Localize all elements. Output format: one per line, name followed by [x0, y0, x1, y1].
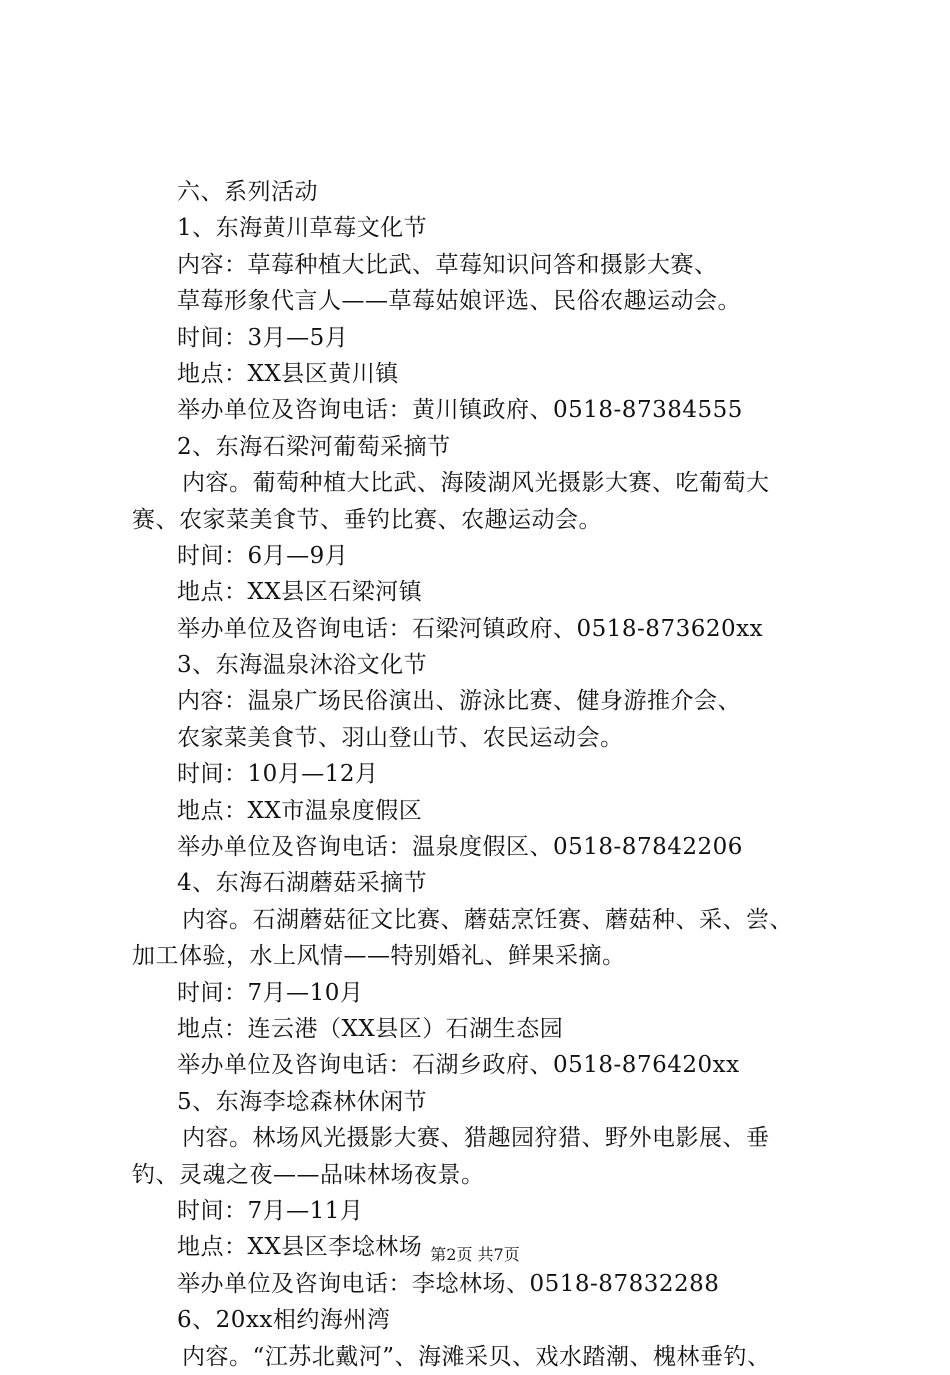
document-body	[132, 174, 852, 1375]
text-line: 4、东海石湖蘑菇采摘节	[177, 870, 428, 897]
text-line: 加工体验，水上风情——特别婚礼、鲜果采摘。	[132, 943, 626, 970]
text-line: 钓、灵魂之夜——品味林场夜景。	[132, 1161, 485, 1188]
text-line: 六、系列活动	[177, 179, 318, 205]
text-line: 内容：草莓种植大比武、草莓知识问答和摄影大赛、	[177, 251, 718, 278]
text-line: 举办单位及咨询电话：李埝林场、0518-87832288	[177, 1270, 720, 1297]
text-line: 地点：XX县区石梁河镇	[177, 579, 423, 606]
text-line: 举办单位及咨询电话：石湖乡政府、0518-876420xx	[177, 1052, 740, 1079]
text-line: 农家菜美食节、羽山登山节、农民运动会。	[177, 724, 624, 751]
text-line: 5、东海李埝森林休闲节	[177, 1088, 428, 1115]
text-line: 时间：7月—11月	[177, 1197, 364, 1224]
text-line: 6、20xx相约海州湾	[177, 1307, 391, 1334]
text-line: 地点：XX县区黄川镇	[177, 360, 399, 387]
text-line: 内容。林场风光摄影大赛、猎趣园狩猎、野外电影展、垂	[182, 1125, 770, 1152]
page-footer: 第2页 共7页	[430, 1245, 520, 1264]
text-line: 1、东海黄川草莓文化节	[177, 215, 428, 242]
text-line: 内容。“江苏北戴河”、海滩采贝、戏水踏潮、槐林垂钓、	[182, 1343, 771, 1370]
text-line: 时间：6月—9月	[177, 542, 349, 569]
text-line: 时间：3月—5月	[177, 324, 349, 351]
text-line: 草莓形象代言人——草莓姑娘评选、民俗农趣运动会。	[177, 288, 741, 315]
text-line: 2、东海石梁河葡萄采摘节	[177, 433, 451, 460]
text-line: 赛、农家菜美食节、垂钓比赛、农趣运动会。	[132, 506, 602, 533]
text-line: 地点：XX市温泉度假区	[177, 797, 423, 824]
text-line: 内容。葡萄种植大比武、海陵湖风光摄影大赛、吃葡萄大	[182, 470, 770, 497]
text-line: 3、东海温泉沐浴文化节	[177, 652, 428, 679]
text-line: 内容。石湖蘑菇征文比赛、蘑菇烹饪赛、蘑菇种、采、尝、	[182, 906, 793, 933]
text-line: 地点：连云港（XX县区）石湖生态园	[177, 1015, 564, 1042]
text-line: 时间：10月—12月	[177, 761, 379, 788]
text-line: 内容：温泉广场民俗演出、游泳比赛、健身游推介会、	[177, 688, 741, 715]
text-line: 举办单位及咨询电话：温泉度假区、0518-87842206	[177, 834, 743, 861]
text-line: 时间：7月—10月	[177, 979, 364, 1006]
text-line: 举办单位及咨询电话：黄川镇政府、0518-87384555	[177, 397, 743, 424]
text-line: 举办单位及咨询电话：石梁河镇政府、0518-873620xx	[177, 615, 764, 642]
text-line: 地点：XX县区李埝林场	[177, 1234, 423, 1261]
